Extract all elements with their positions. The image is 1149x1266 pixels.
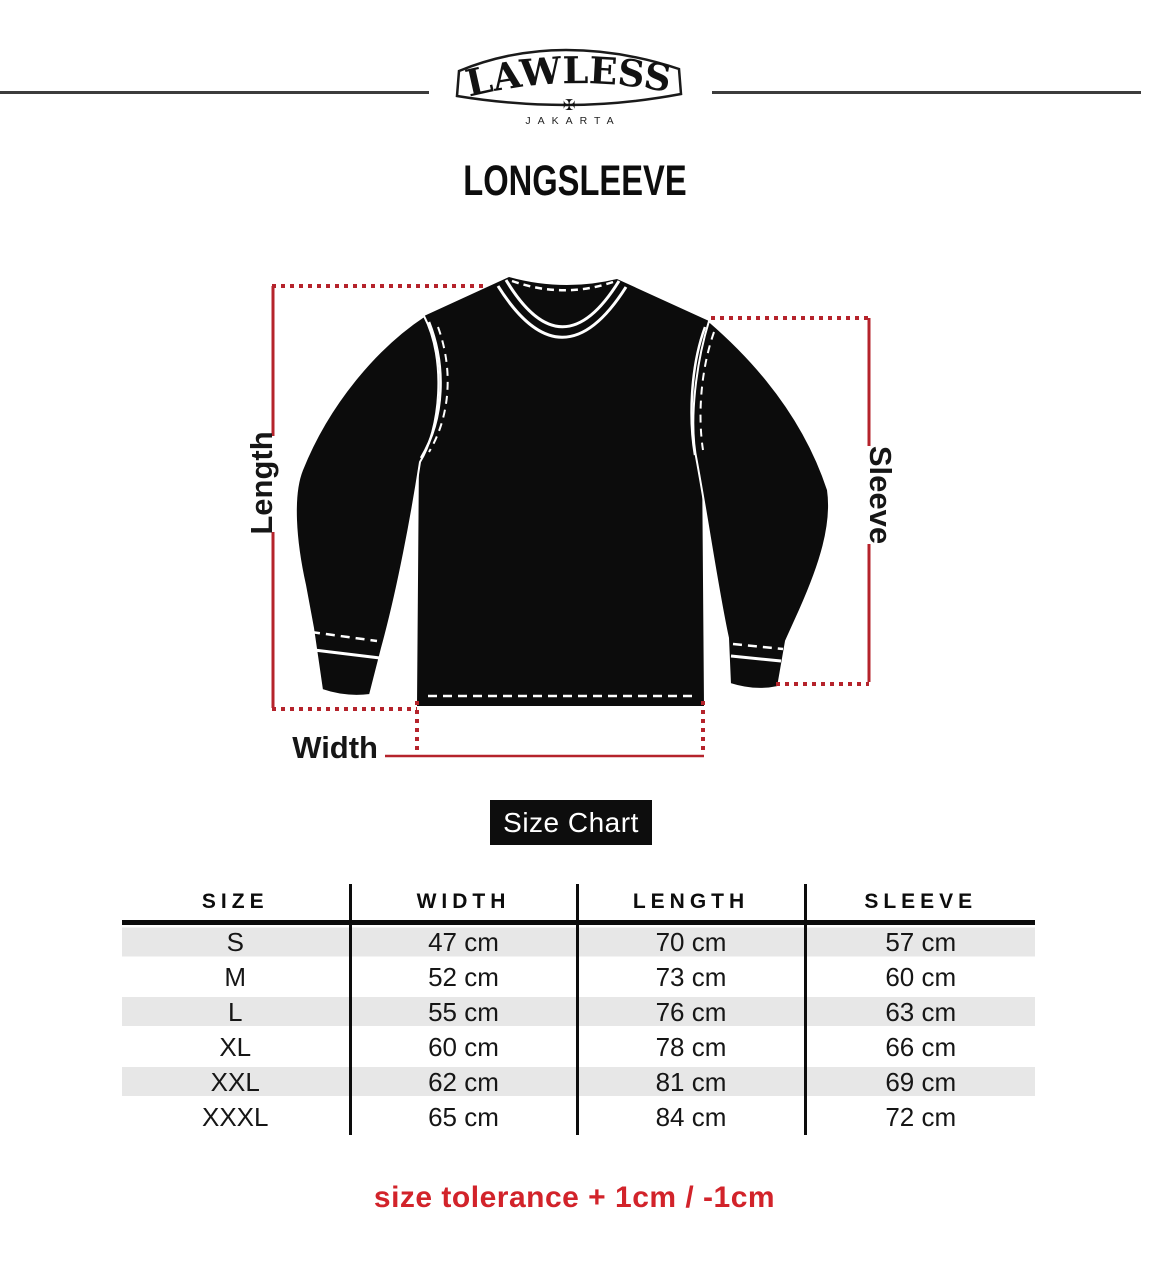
table-row: M 52 cm 73 cm 60 cm [122,960,1035,995]
table-header-row [122,884,1035,923]
width-label: Width [292,730,378,765]
table-row: XXXL 65 cm 84 cm 72 cm [122,1100,1035,1135]
page-title: LONGSLEEVE [462,157,687,205]
col-header-sleeve: SLEEVE [805,884,1035,923]
size-table [122,884,1035,1135]
table-row: L 55 cm 76 cm 63 cm [122,995,1035,1030]
table-row: XXL 62 cm 81 cm 69 cm [122,1065,1035,1100]
sleeve-label: Sleeve [863,445,898,545]
size-chart-badge: Size Chart [490,800,652,845]
right-sleeve [693,321,829,689]
length-label: Length [244,431,279,535]
table-row: S 47 cm 70 cm 57 cm [122,923,1035,961]
shirt-body [417,277,709,706]
jakarta-label: JAKARTA [525,115,621,127]
brand-logo [430,20,720,140]
col-header-width: WIDTH [350,884,577,923]
header-rule-left [0,91,429,94]
left-sleeve [296,316,439,696]
table-row: XL 60 cm 78 cm 66 cm [122,1030,1035,1065]
width-measure-lines [385,701,704,756]
col-header-size: SIZE [122,884,350,923]
shirt-illustration [0,230,1149,790]
col-header-length: LENGTH [577,884,805,923]
tolerance-note: size tolerance + 1cm / -1cm [373,1181,776,1214]
maltese-cross-icon: ✠ [562,96,576,114]
brand-name: LAWLESS [461,48,675,106]
header-rule-right [712,91,1141,94]
